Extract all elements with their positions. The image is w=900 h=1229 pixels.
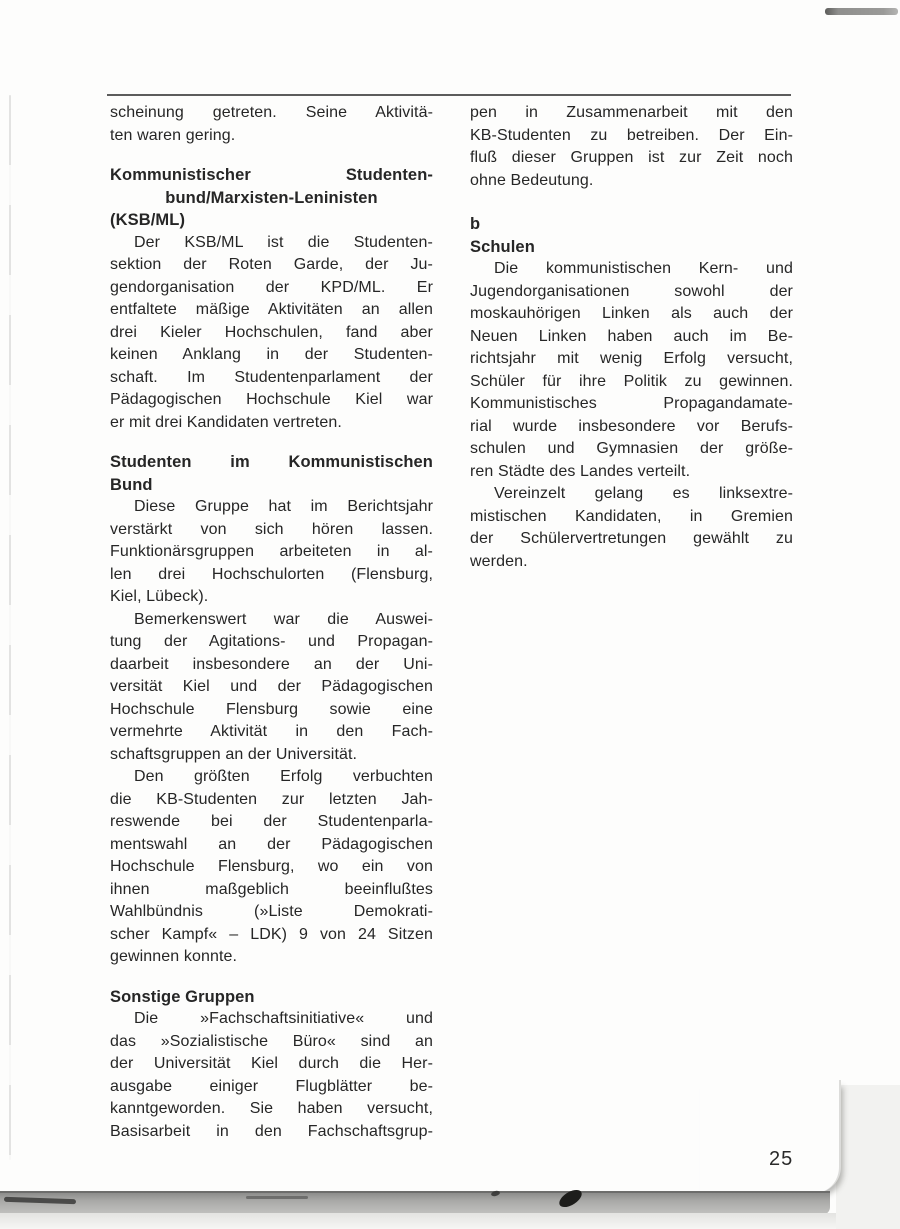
section-heading <box>110 451 433 496</box>
text-line: ausgabe einiger Flugblätter be- <box>110 1077 433 1095</box>
page-stack-underside <box>0 1213 836 1229</box>
text-line: rial wurde insbesondere vor Berufs- <box>470 417 793 435</box>
text-line: Bemerkenswert war die Auswei- <box>134 610 433 628</box>
text-line: der Schülervertretungen gewählt zu <box>470 530 793 547</box>
text-line: Kiel, Lübeck). <box>110 588 209 605</box>
text-line: Hochschule Flensburg, wo ein von <box>110 858 433 875</box>
paragraph <box>110 766 433 969</box>
text-line: keinen Anklang in der Studenten- <box>110 346 433 363</box>
page-corner-background <box>836 1085 900 1229</box>
text-line: ohne Bedeutung. <box>470 171 594 189</box>
text-line: versität Kiel und der Pädagogischen <box>110 678 433 695</box>
text-line: sektion der Roten Garde, der Ju- <box>110 256 433 273</box>
text-line: Der KSB/ML ist die Studenten- <box>134 233 433 251</box>
text-line: die KB-Studenten zur letzten Jah- <box>110 790 433 808</box>
text-line: fluß dieser Gruppen ist zur Zeit noch <box>470 149 793 166</box>
text-line: len drei Hochschulorten (Flensburg, <box>110 565 433 583</box>
paragraph <box>110 1008 433 1143</box>
text-line: gendorganisation der KPD/ML. Er <box>110 278 433 296</box>
text-line: KB-Studenten zu betreiben. Der Ein- <box>470 126 793 144</box>
text-line: er mit drei Kandidaten vertreten. <box>110 413 342 431</box>
left-column <box>110 102 433 1143</box>
text-line: Den größten Erfolg verbuchten <box>134 768 433 785</box>
heading-line: bund/Marxisten-Leninisten <box>165 188 378 207</box>
text-line: verstärkt von sich hören lassen. <box>110 520 433 538</box>
text-line: Basisarbeit in den Fachschaftsgrup- <box>110 1122 433 1140</box>
text-line: scher Kampf« – LDK) 9 von 24 Sitzen <box>110 925 433 943</box>
text-line: Vereinzelt gelang es linksextre- <box>494 485 793 502</box>
heading-line: Sonstige Gruppen <box>110 987 255 1006</box>
heading-line: Schulen <box>470 237 535 256</box>
text-line: richtsjahr mit wenig Erfolg versucht, <box>470 350 793 367</box>
page-binding-edge <box>9 95 11 1160</box>
page-stack-edge <box>0 1191 830 1215</box>
text-line: daarbeit insbesondere an der Uni- <box>110 655 433 673</box>
paragraph <box>470 483 793 573</box>
text-line: tung der Agitations- und Propagan- <box>110 633 433 650</box>
text-line: Kommunistisches Propagandamate- <box>470 395 793 412</box>
text-line: kanntgeworden. Sie haben versucht, <box>110 1100 433 1117</box>
text-line: ten waren gering. <box>110 126 236 144</box>
heading-line: Studenten im Kommunistischen <box>110 453 433 471</box>
text-line: ihnen maßgeblich beeinflußtes <box>110 880 433 898</box>
paragraph <box>110 232 433 435</box>
right-column <box>470 102 793 573</box>
text-line: pen in Zusammenarbeit mit den <box>470 104 793 121</box>
heading-line: (KSB/ML) <box>110 211 186 229</box>
text-line: Jugendorganisationen sowohl der <box>470 282 793 300</box>
text-line: werden. <box>470 552 528 570</box>
text-line: der Universität Kiel durch die Her- <box>110 1055 433 1072</box>
paragraph <box>110 102 433 147</box>
text-line: Pädagogischen Hochschule Kiel war <box>110 391 433 408</box>
text-line: drei Kieler Hochschulen, fand aber <box>110 323 433 341</box>
scan-smudge <box>246 1196 308 1199</box>
heading-line: Kommunistischer Studenten- <box>110 166 433 184</box>
page-number: 25 <box>769 1148 794 1170</box>
heading-line: b <box>470 215 481 233</box>
section-heading <box>470 213 793 258</box>
text-line: schaft. Im Studentenparlament der <box>110 368 433 386</box>
paragraph <box>470 258 793 483</box>
header-rule <box>107 94 791 96</box>
text-line: mentswahl an der Pädagogischen <box>110 835 433 853</box>
text-line: reswende bei der Studentenparla- <box>110 813 433 830</box>
text-line: scheinung getreten. Seine Aktivitä- <box>110 104 433 121</box>
text-line: Neuen Linken haben auch im Be- <box>470 327 793 345</box>
paragraph <box>110 496 433 609</box>
text-line: Die »Fachschaftsinitiative« und <box>134 1010 433 1027</box>
text-line: Wahlbündnis (»Liste Demokrati- <box>110 903 433 920</box>
paragraph <box>470 102 793 192</box>
text-line: gewinnen konnte. <box>110 948 238 965</box>
text-line: mistischen Kandidaten, in Gremien <box>470 507 793 525</box>
text-line: Die kommunistischen Kern- und <box>494 260 793 277</box>
text-line: Schüler für ihre Politik zu gewinnen. <box>470 372 793 390</box>
section-heading <box>110 986 433 1009</box>
text-line: moskauhörigen Linken als auch der <box>470 305 793 322</box>
text-line: Funktionärsgruppen arbeiteten in al- <box>110 543 433 560</box>
text-line: Diese Gruppe hat im Berichtsjahr <box>134 498 433 515</box>
page-corner <box>700 1080 841 1193</box>
text-line: ren Städte des Landes verteilt. <box>470 462 691 480</box>
text-line: vermehrte Aktivität in den Fach- <box>110 723 433 740</box>
heading-line: Bund <box>110 475 153 494</box>
text-line: schulen und Gymnasien der größe- <box>470 440 793 457</box>
text-line: entfaltete mäßige Aktivitäten an allen <box>110 301 433 318</box>
text-line: Hochschule Flensburg sowie eine <box>110 700 433 718</box>
text-line: schaftsgruppen an der Universität. <box>110 745 358 763</box>
paragraph <box>110 609 433 767</box>
section-heading <box>110 164 433 232</box>
text-line: das »Sozialistische Büro« sind an <box>110 1032 433 1050</box>
scan-artifact-bar <box>825 8 898 15</box>
